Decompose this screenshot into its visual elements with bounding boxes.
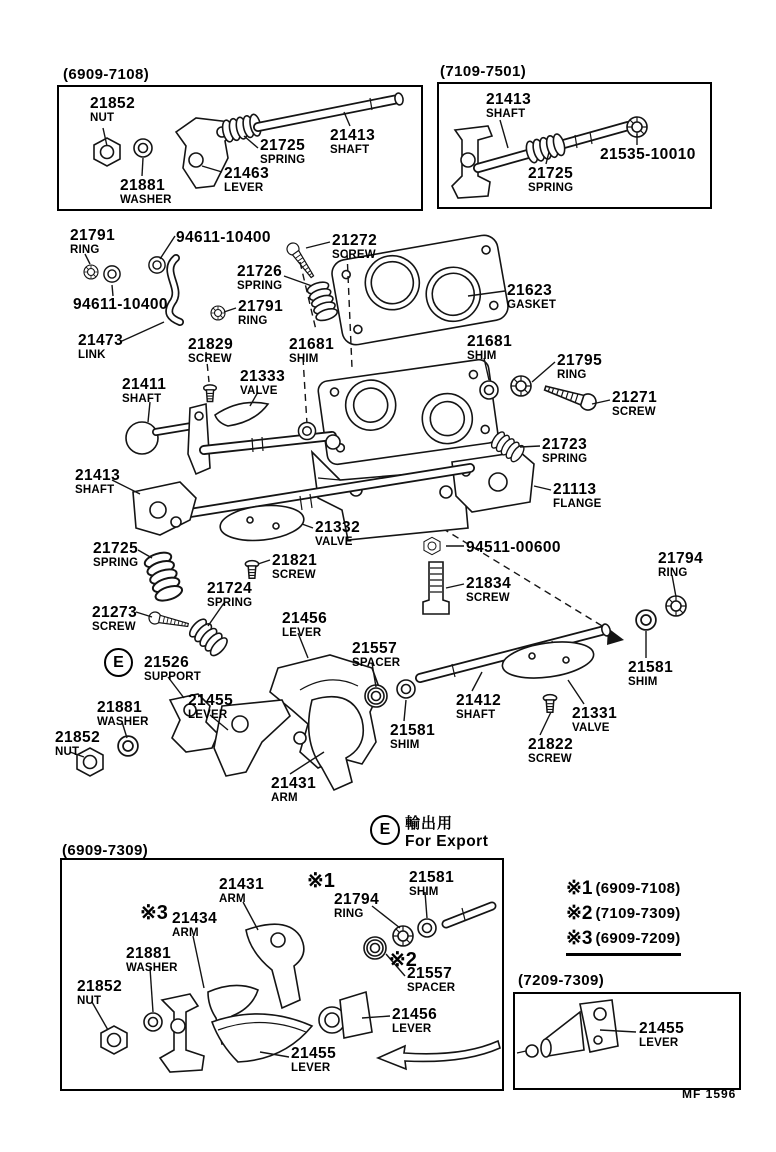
- part-label-21413: [330, 128, 375, 156]
- part-label-21852: [77, 979, 122, 1007]
- part-label-21822: [528, 737, 573, 765]
- part-name: VALVE: [572, 721, 610, 734]
- part-number: 21557: [352, 640, 398, 657]
- part-name: SCREW: [272, 568, 316, 581]
- part-name: WASHER: [120, 193, 172, 206]
- part-label-21434: [172, 911, 217, 939]
- part-number: 21271: [612, 389, 658, 406]
- part-label-21725: [93, 541, 138, 569]
- part-label-21794: [658, 551, 703, 579]
- part-number: 21113: [553, 481, 597, 498]
- part-label-21681: [467, 334, 512, 362]
- part-name: RING: [70, 243, 100, 256]
- part-number: 21434: [172, 910, 218, 927]
- caption-top-left: (6909-7108): [63, 66, 150, 83]
- part-number: 21272: [332, 232, 378, 249]
- part-label-21821: [272, 553, 317, 581]
- part-name: RING: [557, 368, 587, 381]
- part-label-21852: [90, 96, 135, 124]
- part-number: 21791: [238, 298, 284, 315]
- part-label-21791: [70, 228, 115, 256]
- part-number: 21726: [237, 263, 283, 280]
- part-number: 21413: [486, 91, 532, 108]
- part-label-21881: [126, 946, 178, 974]
- part-name: SHAFT: [486, 107, 526, 120]
- part-number: 21852: [90, 95, 136, 112]
- part-number: 94611-10400: [73, 296, 168, 313]
- part-label-21581: [628, 660, 673, 688]
- part-name: WASHER: [126, 961, 178, 974]
- part-name: SHIM: [390, 738, 420, 751]
- part-label-21725: [260, 138, 305, 166]
- part-number: 94511-00600: [466, 539, 561, 556]
- legend-mark-1: ※1: [566, 878, 593, 899]
- part-number: 21794: [658, 550, 704, 567]
- part-number: 21333: [240, 368, 286, 385]
- part-name: SPRING: [260, 153, 306, 166]
- part-number: 21456: [282, 610, 328, 627]
- part-name: SPACER: [352, 656, 401, 669]
- part-label-21881: [97, 700, 149, 728]
- part-label-21581: [390, 723, 435, 751]
- part-label-21881: [120, 178, 172, 206]
- part-name: SCREW: [332, 248, 376, 261]
- part-name: SCREW: [466, 591, 510, 604]
- part-name: RING: [334, 907, 364, 920]
- part-label-21113: [553, 482, 601, 510]
- part-label-21834: [466, 576, 511, 604]
- legend-mark-3: ※3: [566, 928, 593, 949]
- part-name: LEVER: [224, 181, 264, 194]
- part-label-21272: [332, 233, 377, 261]
- part-name: LEVER: [639, 1036, 679, 1049]
- part-label-21852: [55, 730, 100, 758]
- part-number: 21473: [78, 332, 124, 349]
- variant-legend: [566, 876, 681, 956]
- part-label-94511-00600: [466, 540, 561, 556]
- part-name: LINK: [78, 348, 106, 361]
- part-name: ARM: [219, 892, 246, 905]
- part-number: 21723: [542, 436, 588, 453]
- part-number: 21725: [528, 165, 574, 182]
- part-number: 21463: [224, 165, 270, 182]
- part-number: 21331: [572, 705, 618, 722]
- export-note: [370, 812, 488, 851]
- part-label-21455: [639, 1021, 684, 1049]
- part-label-21413: [75, 468, 120, 496]
- part-label-21681: [289, 337, 334, 365]
- part-label-21526: [144, 655, 201, 683]
- part-number: 21455: [291, 1045, 337, 1062]
- part-number: 21821: [272, 552, 318, 569]
- part-number: 21725: [93, 540, 139, 557]
- part-label-21794: [334, 892, 379, 920]
- part-name: SCREW: [92, 620, 136, 633]
- part-number: 21794: [334, 891, 380, 908]
- part-number: 21822: [528, 736, 574, 753]
- legend-range-3: (6909-7209): [595, 930, 681, 947]
- part-name: SPACER: [407, 981, 456, 994]
- part-name: SPRING: [542, 452, 588, 465]
- part-name: ARM: [172, 926, 199, 939]
- part-label-21724: [207, 581, 252, 609]
- part-number: 21581: [390, 722, 436, 739]
- part-name: SPRING: [528, 181, 574, 194]
- part-number: 21456: [392, 1006, 438, 1023]
- part-label-21557: [352, 641, 400, 669]
- part-name: LEVER: [392, 1022, 432, 1035]
- part-name: LEVER: [291, 1061, 331, 1074]
- art-bottom-right-assembly: [517, 1000, 618, 1057]
- part-label-21431: [219, 877, 264, 905]
- part-number: 21852: [77, 978, 123, 995]
- part-label-21411: [122, 377, 166, 405]
- part-label-21273: [92, 605, 137, 633]
- part-name: SHIM: [409, 885, 439, 898]
- part-name: SHAFT: [330, 143, 370, 156]
- part-label-94611-10400: [176, 230, 271, 246]
- part-number: 21681: [467, 333, 513, 350]
- part-label-21473: [78, 333, 123, 361]
- part-label-21431: [271, 776, 316, 804]
- part-label-21332: [315, 520, 360, 548]
- part-name: GASKET: [507, 298, 557, 311]
- part-label-21725: [528, 166, 573, 194]
- part-number: 21881: [126, 945, 172, 962]
- part-number: 21829: [188, 336, 234, 353]
- part-name: NUT: [90, 111, 115, 124]
- part-number: 21581: [409, 869, 455, 886]
- part-label-21623: [507, 283, 556, 311]
- part-label-21463: [224, 166, 269, 194]
- part-number: 21724: [207, 580, 253, 597]
- part-name: LEVER: [188, 708, 228, 721]
- part-number: 21881: [120, 177, 166, 194]
- part-name: WASHER: [97, 715, 149, 728]
- caption-bottom: (6909-7309): [62, 842, 149, 859]
- part-name: RING: [238, 314, 268, 327]
- part-name: SUPPORT: [144, 670, 201, 683]
- part-label-21557: [407, 966, 455, 994]
- legend-row-1: [566, 876, 681, 901]
- caption-top-right: (7109-7501): [440, 63, 527, 80]
- part-label-21723: [542, 437, 587, 465]
- part-name: SCREW: [528, 752, 572, 765]
- part-label-21795: [557, 353, 602, 381]
- ref-mark: ※1: [307, 870, 335, 892]
- part-label-21535-10010: [600, 147, 696, 163]
- part-number: 21791: [70, 227, 116, 244]
- part-label-94611-10400: [73, 297, 168, 313]
- part-name: SPRING: [207, 596, 253, 609]
- part-number: 21834: [466, 575, 512, 592]
- part-number: 21581: [628, 659, 674, 676]
- part-name: SHAFT: [75, 483, 115, 496]
- part-number: 21455: [639, 1020, 685, 1037]
- part-name: SCREW: [188, 352, 232, 365]
- part-label-21456: [282, 611, 327, 639]
- part-label-21333: [240, 369, 285, 397]
- part-number: 21431: [271, 775, 317, 792]
- part-label-21829: [188, 337, 233, 365]
- part-number: 21411: [122, 376, 167, 393]
- export-note-en: For Export: [405, 833, 489, 850]
- part-number: 21332: [315, 519, 361, 536]
- part-name: FLANGE: [553, 497, 602, 510]
- legend-range-2: (7109-7309): [595, 905, 681, 922]
- part-number: 21881: [97, 699, 143, 716]
- part-label-21455: [291, 1046, 336, 1074]
- part-label-21412: [456, 693, 501, 721]
- e-symbol: E: [104, 648, 133, 677]
- ref-mark: ※3: [140, 902, 168, 924]
- part-name: SHIM: [289, 352, 319, 365]
- part-number: 21526: [144, 654, 190, 671]
- part-label-21726: [237, 264, 282, 292]
- legend-range-1: (6909-7108): [595, 880, 681, 897]
- part-name: SHAFT: [122, 392, 162, 405]
- part-name: RING: [658, 566, 688, 579]
- part-number: 21273: [92, 604, 138, 621]
- part-label-21456: [392, 1007, 437, 1035]
- part-number: 21455: [188, 692, 234, 709]
- part-number: 21681: [289, 336, 335, 353]
- part-label-21271: [612, 390, 657, 418]
- legend-mark-2: ※2: [566, 903, 593, 924]
- legend-row-3: [566, 926, 681, 956]
- part-name: NUT: [77, 994, 102, 1007]
- part-number: 21852: [55, 729, 101, 746]
- part-name: SHAFT: [456, 708, 496, 721]
- part-number: 21431: [219, 876, 265, 893]
- part-number: 94611-10400: [176, 229, 271, 246]
- part-number: 21413: [330, 127, 376, 144]
- caption-bottom-right: (7209-7309): [518, 972, 605, 989]
- part-label-21581: [409, 870, 454, 898]
- legend-row-2: [566, 901, 681, 926]
- part-number: 21557: [407, 965, 453, 982]
- part-name: VALVE: [315, 535, 353, 548]
- export-note-jp: 輸出用: [405, 815, 454, 832]
- part-number: 21725: [260, 137, 306, 154]
- part-label-21413: [486, 92, 531, 120]
- part-name: SHIM: [628, 675, 658, 688]
- part-name: SCREW: [612, 405, 656, 418]
- part-number: 21412: [456, 692, 502, 709]
- part-label-21455: [188, 693, 233, 721]
- part-name: SPRING: [93, 556, 139, 569]
- page-code: MF 1596: [682, 1087, 737, 1101]
- part-name: VALVE: [240, 384, 278, 397]
- part-label-21331: [572, 706, 617, 734]
- part-name: LEVER: [282, 626, 322, 639]
- part-name: NUT: [55, 745, 80, 758]
- part-number: 21623: [507, 282, 553, 299]
- part-number: 21795: [557, 352, 603, 369]
- part-name: SPRING: [237, 279, 283, 292]
- export-e-icon: E: [370, 815, 400, 845]
- ref-mark: ※2: [389, 949, 417, 971]
- part-label-21791: [238, 299, 283, 327]
- part-number: 21413: [75, 467, 121, 484]
- part-name: SHIM: [467, 349, 497, 362]
- part-name: ARM: [271, 791, 298, 804]
- part-number: 21535-10010: [600, 146, 696, 163]
